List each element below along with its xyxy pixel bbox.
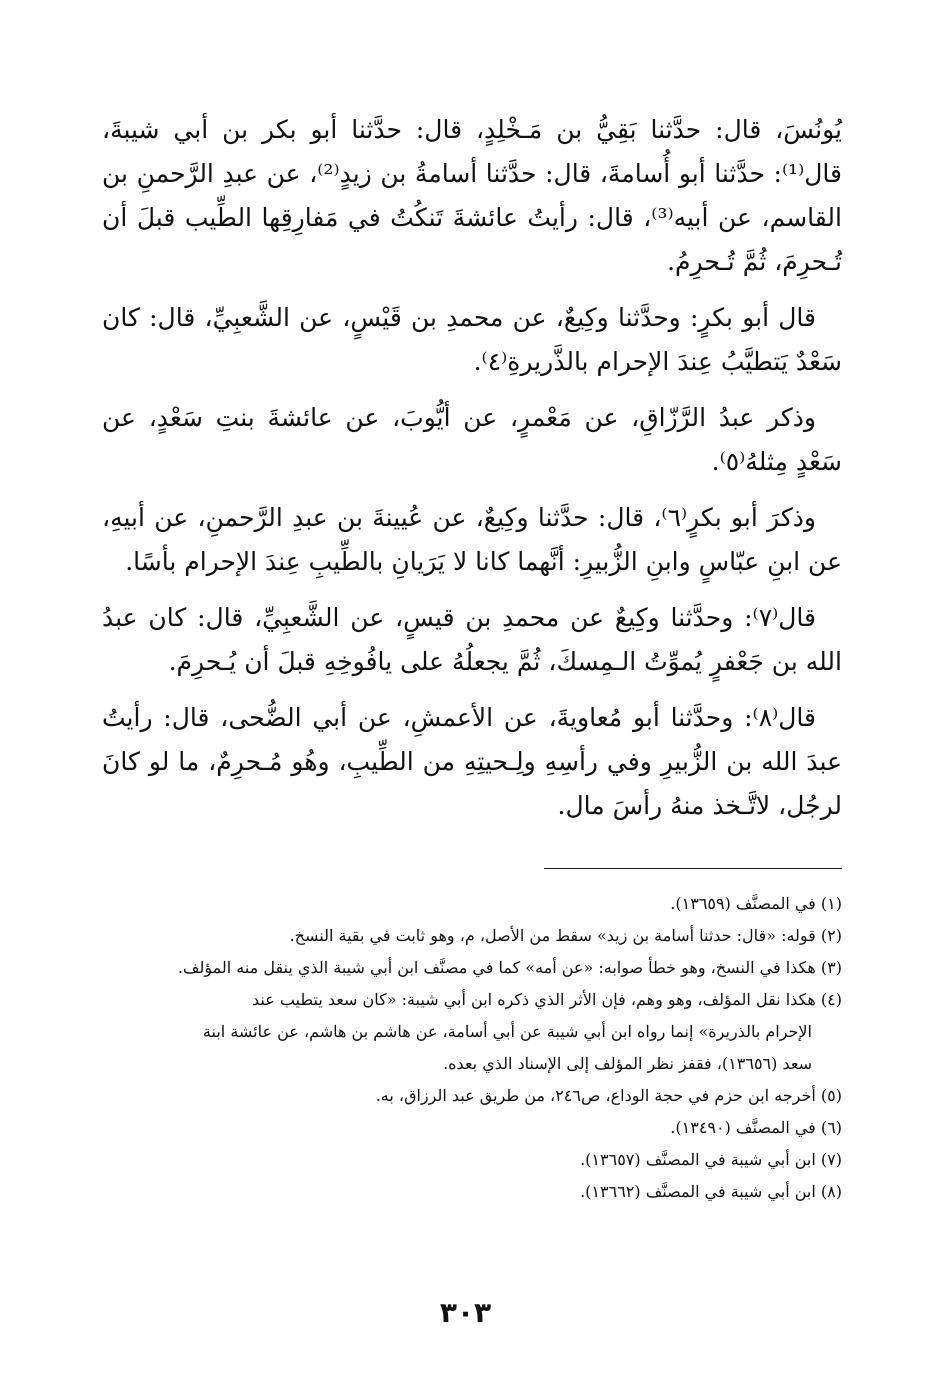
paragraph: وذكر عبدُ الرَّزّاقِ، عن مَعْمرٍ، عن أيُّوبَ، عن عائشةَ بنتِ سَعْدٍ، عن سَعْدٍ مِثلهُ⁽٥⁾. xyxy=(102,403,842,476)
paragraph: يُونُسَ، قال: حدَّثنا بَقِيُّ بن مَـخْلِدٍ، قال: حدَّثنا أبو بكر بن أبي شيبةَ، قال⁽¹⁾: حدَّثنا أبو أُسامةَ، قال: حدَّثنا أسامةُ بن زيدٍ⁽²⁾، عن عبدِ الرَّحمنِ بن القاسم، عن أبيه⁽³⁾، قال: رأيتُ عائشةَ تَنكُتُ في مَفارِقِها الطِّيب قبلَ أن تُـحرِمَ، ثُمَّ تُـحرِمُ. xyxy=(102,115,842,276)
footnote: (٤) هكذا نقل المؤلف، وهو وهم، فإن الأثر الذي ذكره ابن أبي شيبة: «كان سعد يتطيب عند xyxy=(251,990,842,1009)
page-number: ٣٠٣ xyxy=(439,1296,492,1329)
main-text xyxy=(102,108,842,840)
footnote: (٦) في المصنَّف (١٣٤٩٠). xyxy=(670,1118,842,1137)
footnote-continuation: سعد (١٣٦٥٦)، فقفز نظر المؤلف إلى الإسناد الذي بعده. xyxy=(443,1054,812,1073)
paragraph: وذكرَ أبو بكرٍ⁽٦⁾، قال: حدَّثنا وكِيعٌ، عن عُيينةَ بن عبدِ الرَّحمنِ، عن أبيهِ، عن ابنِ عبّاسٍ وابنِ الزُّبيرِ: أنَّهما كانا لا يَرَيانِ بالطِّيبِ عِندَ الإحرام بأسًا. xyxy=(102,503,842,576)
footnote: (٢) قوله: «قال: حدثنا أسامة بن زيد» سقط من الأصل، م، وهو ثابت في بقية النسخ. xyxy=(289,926,842,945)
footnote: (٥) أخرجه ابن حزم في حجة الوداع، ص٢٤٦، من طريق عبد الرزاق، به. xyxy=(375,1086,842,1105)
footnote: (٨) ابن أبي شيبة في المصنَّف (١٣٦٦٢). xyxy=(580,1182,842,1201)
footnote: (١) في المصنَّف (١٣٦٥٩). xyxy=(670,894,842,913)
footnote-continuation: الإحرام بالذريرة» إنما رواه ابن أبي شيبة عن أبي أسامة، عن هاشم بن هاشم، عن عائشة ابنة xyxy=(202,1022,812,1041)
paragraph: قال⁽٧⁾: وحدَّثنا وكِيعٌ عن محمدِ بن قيسٍ، عن الشَّعبِيِّ، قال: كان عبدُ الله بن جَعْفرٍ يُموِّتُ الـمِسكَ، ثُمَّ يجعلُهُ على يافُوخِهِ قبلَ أن يُـحرِمَ. xyxy=(102,603,842,676)
paragraph: قال⁽٨⁾: وحدَّثنا أبو مُعاويةَ، عن الأعمشِ، عن أبي الضُّحى، قال: رأيتُ عبدَ الله بن الزُّبيرِ وفي رأسِهِ ولِـحيتِهِ من الطِّيبِ، وهُو مُـحرِمٌ، ما لو كانَ لرجُل، لاتَّـخذ منهُ رأسَ مال. xyxy=(102,703,842,820)
paragraph: قال أبو بكرٍ: وحدَّثنا وكِيعٌ، عن محمدِ بن قَيْسٍ، عن الشَّعبِيِّ، قال: كان سَعْدٌ يَتطيَّبُ عِندَ الإحرام بالذَّريرةِ⁽٤⁾. xyxy=(102,303,842,376)
footnote: (٣) هكذا في النسخ، وهو خطأ صوابه: «عن أمه» كما في مصنَّف ابن أبي شيبة الذي ينقل منه المؤلف. xyxy=(177,958,842,977)
footnote: (٧) ابن أبي شيبة في المصنَّف (١٣٦٥٧). xyxy=(580,1150,842,1169)
footnote-separator xyxy=(544,868,842,869)
footnotes xyxy=(102,888,842,1208)
